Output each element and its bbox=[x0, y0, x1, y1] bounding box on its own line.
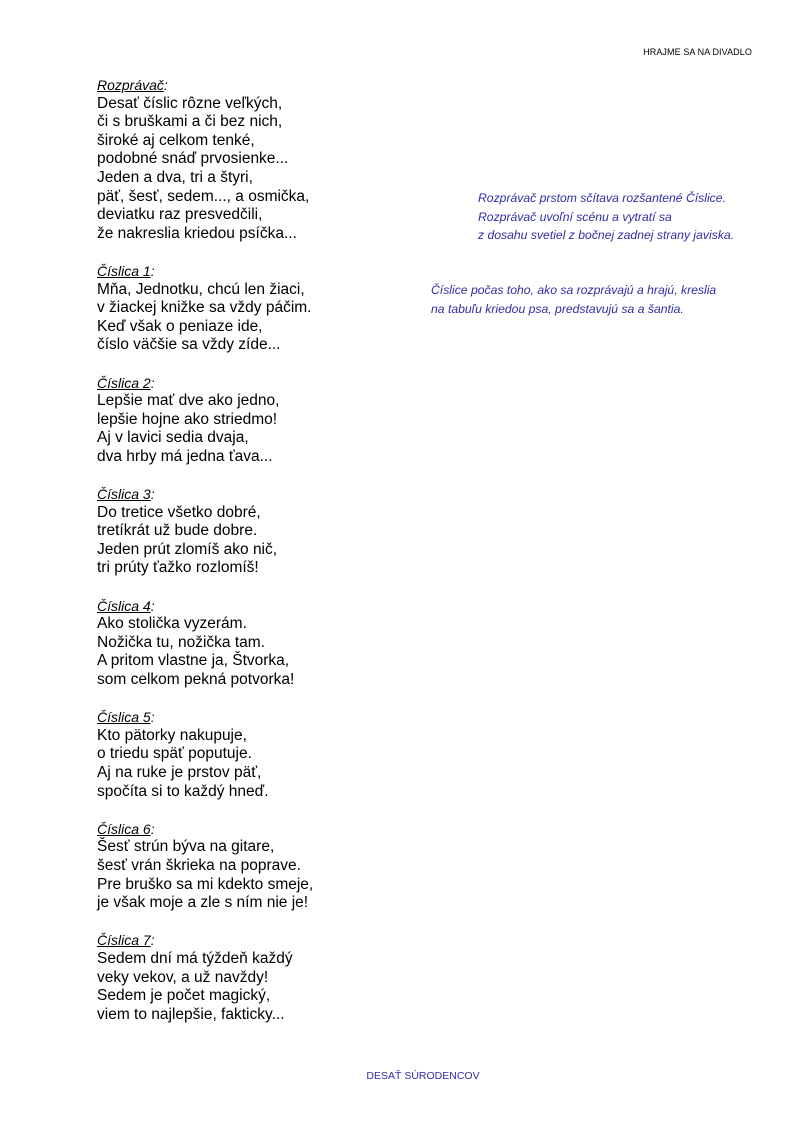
verse-line: Jeden a dva, tri a štyri, bbox=[97, 168, 253, 186]
verse-line: Kto pätorky nakupuje, bbox=[97, 726, 247, 744]
dialogue-block bbox=[97, 76, 397, 243]
verse-line: Aj na ruke je prstov päť, bbox=[97, 763, 262, 781]
stage-direction-line: na tabuľu kriedou psa, predstavujú sa a šantia. bbox=[431, 301, 684, 316]
stage-direction bbox=[431, 281, 716, 318]
stage-direction bbox=[478, 189, 734, 245]
verse-line: Šesť strún býva na gitare, bbox=[97, 838, 275, 856]
verse-line: Sedem dní má týždeň každý bbox=[97, 949, 293, 967]
verse-line: Keď však o peniaze ide, bbox=[97, 317, 263, 335]
speaker-label: Číslica 5: bbox=[97, 709, 155, 726]
stage-direction-line: Rozprávač uvoľní scénu a vytratí sa bbox=[478, 209, 672, 224]
speaker-name: Rozprávač bbox=[97, 77, 164, 93]
verse-line: Pre bruško sa mi kdekto smeje, bbox=[97, 875, 314, 893]
verse-line: široké aj celkom tenké, bbox=[97, 131, 255, 149]
dialogue-block bbox=[97, 374, 397, 467]
stage-direction-line: Číslice počas toho, ako sa rozprávajú a hrajú, kreslia bbox=[431, 283, 717, 297]
verse-line: Lepšie mať dve ako jedno, bbox=[97, 392, 280, 410]
verse-line: tri prúty ťažko rozlomíš! bbox=[97, 559, 259, 577]
verse-line: v žiackej knižke sa vždy páčim. bbox=[97, 299, 312, 317]
verse-line: viem to najlepšie, fakticky... bbox=[97, 1005, 285, 1023]
speaker-label: Číslica 7: bbox=[97, 932, 155, 949]
verse-line: Mňa, Jednotku, chcú len žiaci, bbox=[97, 280, 305, 298]
verse-line: som celkom pekná potvorka! bbox=[97, 671, 295, 688]
speaker-name: Číslica 2 bbox=[97, 374, 151, 391]
speaker-label: Číslica 2: bbox=[97, 374, 155, 391]
verse-line: A pritom vlastne ja, Štvorka, bbox=[97, 652, 290, 670]
speaker-label: Rozprávač: bbox=[97, 77, 168, 93]
speaker-label: Číslica 4: bbox=[97, 597, 155, 614]
verse-line: či s bruškami a či bez nich, bbox=[97, 113, 283, 131]
verse-line: päť, šesť, sedem..., a osmička, bbox=[97, 187, 310, 205]
verse-line: podobné snáď prvosienke... bbox=[97, 150, 289, 168]
verse-line: Ako stolička vyzerám. bbox=[97, 615, 247, 633]
verse-line: lepšie hojne ako striedmo! bbox=[97, 410, 278, 428]
speaker-name: Číslica 1 bbox=[97, 262, 151, 279]
stage-direction-line: z dosahu svetiel z bočnej zadnej strany javiska. bbox=[478, 228, 735, 243]
script-text bbox=[97, 76, 397, 1043]
verse-line: o triedu späť poputuje. bbox=[97, 745, 252, 763]
speaker-name: Číslica 3 bbox=[97, 486, 151, 503]
verse-line: dva hrby má jedna ťava... bbox=[97, 447, 273, 465]
verse-line: Aj v lavici sedia dvaja, bbox=[97, 429, 249, 447]
speaker-name: Číslica 6 bbox=[97, 820, 151, 837]
speaker-label: Číslica 1: bbox=[97, 262, 155, 279]
running-header: HRAJME SA NA DIVADLO bbox=[643, 47, 752, 57]
verse-line: deviatku raz presvedčili, bbox=[97, 206, 263, 224]
verse-line: tretíkrát už bude dobre. bbox=[97, 522, 258, 540]
verse-line: spočíta si to každý hneď. bbox=[97, 782, 269, 800]
verse-line: šesť vrán škrieka na poprave. bbox=[97, 856, 301, 874]
speaker-name: Číslica 4 bbox=[97, 597, 151, 614]
verse-line: Sedem je počet magický, bbox=[97, 987, 271, 1005]
dialogue-block bbox=[97, 485, 397, 578]
running-footer: DESAŤ SÚRODENCOV bbox=[366, 1070, 480, 1082]
verse-line: Desať číslic rôzne veľkých, bbox=[97, 94, 283, 112]
speaker-name: Číslica 5 bbox=[97, 709, 151, 726]
verse-line: číslo väčšie sa vždy zíde... bbox=[97, 336, 281, 354]
verse-line: je však moje a zle s ním nie je! bbox=[97, 894, 309, 912]
speaker-label: Číslica 6: bbox=[97, 820, 155, 837]
speaker-label: Číslica 3: bbox=[97, 486, 155, 503]
verse-line: Do tretice všetko dobré, bbox=[97, 503, 261, 521]
verse-line: veky vekov, a už navždy! bbox=[97, 968, 269, 986]
verse-line: Nožička tu, nožička tam. bbox=[97, 633, 265, 651]
verse-line: že nakreslia kriedou psíčka... bbox=[97, 224, 297, 242]
dialogue-block bbox=[97, 597, 397, 690]
speaker-name: Číslica 7 bbox=[97, 932, 151, 949]
dialogue-block bbox=[97, 708, 397, 801]
dialogue-block bbox=[97, 262, 397, 355]
dialogue-block bbox=[97, 820, 397, 913]
dialogue-block bbox=[97, 931, 397, 1024]
stage-direction-line: Rozprávač prstom sčítava rozšantené Číslice. bbox=[478, 191, 726, 205]
verse-line: Jeden prút zlomíš ako nič, bbox=[97, 540, 278, 558]
